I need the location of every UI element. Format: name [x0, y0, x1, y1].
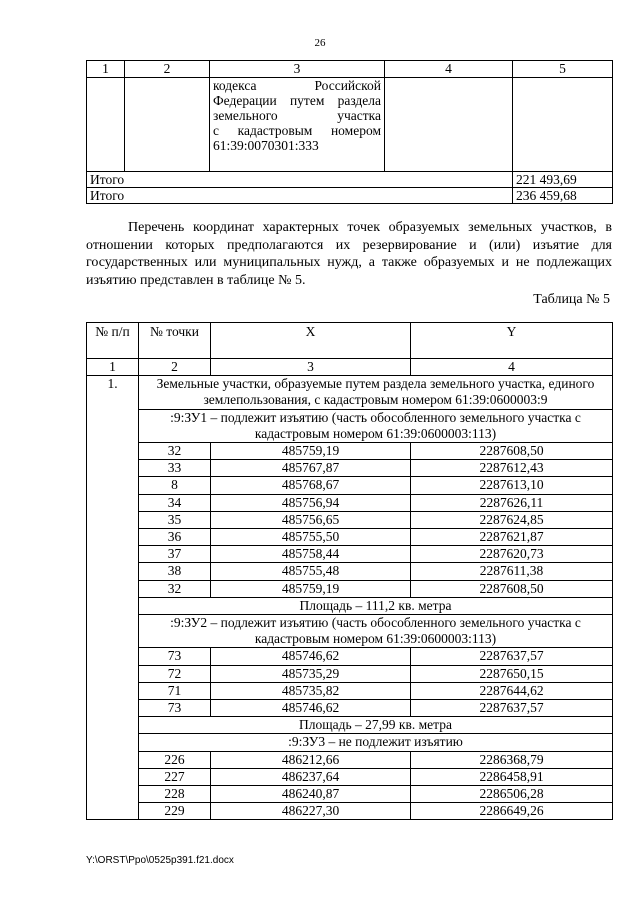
- description-paragraph: Перечень координат характерных точек образуемых земельных участков, в отношении которых предполагаются их резервирование и (или) изъятие для государственных или муниципальных нужд, а также образуемых и не подлежащих изъятию представлен в таблице № 5.: [86, 220, 612, 288]
- top-table-header-cell: 3: [210, 61, 385, 78]
- coord-colnum-cell: 2: [139, 359, 211, 376]
- x-coordinate: 485746,62: [211, 648, 411, 665]
- point-row: [87, 443, 613, 460]
- point-row: [87, 511, 613, 528]
- coord-colnum-cell: 1: [87, 359, 139, 376]
- y-coordinate: 2286458,91: [411, 768, 613, 785]
- top-table: [86, 60, 613, 204]
- y-coordinate: 2287612,43: [411, 460, 613, 477]
- y-coordinate: 2287650,15: [411, 665, 613, 682]
- y-coordinate: 2287624,85: [411, 511, 613, 528]
- footer-file-path: Y:\ORST\Ppo\0525p391.f21.docx: [86, 855, 234, 866]
- x-coordinate: 485746,62: [211, 700, 411, 717]
- coord-colnum-row: [87, 359, 613, 376]
- coord-header-cell: № п/п: [87, 323, 139, 359]
- point-row: [87, 546, 613, 563]
- section-title: :9:ЗУ3 – не подлежит изъятию: [139, 734, 613, 751]
- y-coordinate: 2287608,50: [411, 580, 613, 597]
- total-value: 221 493,69: [513, 172, 613, 188]
- section-title: :9:ЗУ1 – подлежит изъятию (часть обособленного земельного участка с кадастровым номером 61:39:0600003:113): [139, 409, 613, 442]
- coord-colnum-cell: 4: [411, 359, 613, 376]
- y-coordinate: 2287626,11: [411, 494, 613, 511]
- point-row: [87, 460, 613, 477]
- coordinates-table: [86, 322, 613, 820]
- point-row: [87, 786, 613, 803]
- section-title-row: [87, 734, 613, 751]
- total-label: Итого: [87, 172, 513, 188]
- x-coordinate: 486237,64: [211, 768, 411, 785]
- y-coordinate: 2286506,28: [411, 786, 613, 803]
- point-id: 32: [139, 580, 211, 597]
- point-id: 38: [139, 563, 211, 580]
- coord-colnum-cell: 3: [211, 359, 411, 376]
- top-table-continuation-row: [87, 78, 613, 172]
- area-value: Площадь – 27,99 кв. метра: [139, 717, 613, 734]
- x-coordinate: 486212,66: [211, 751, 411, 768]
- top-table-header-cell: 5: [513, 61, 613, 78]
- point-row: [87, 665, 613, 682]
- top-table-continuation-text: кодекса Российской Федерации путем раздела земельного участка с кадастровым номером 61:39:0070301:333: [210, 78, 385, 172]
- point-row: [87, 580, 613, 597]
- point-id: 228: [139, 786, 211, 803]
- point-id: 73: [139, 648, 211, 665]
- point-row: [87, 751, 613, 768]
- y-coordinate: 2286368,79: [411, 751, 613, 768]
- total-label: Итого: [87, 188, 513, 204]
- x-coordinate: 485755,50: [211, 529, 411, 546]
- y-coordinate: 2287608,50: [411, 443, 613, 460]
- point-row: [87, 477, 613, 494]
- point-id: 8: [139, 477, 211, 494]
- area-row: [87, 597, 613, 614]
- group-title: Земельные участки, образуемые путем раздела земельного участка, единого землепользования, с кадастровым номером 61:39:0600003:9: [139, 376, 613, 409]
- x-coordinate: 485735,82: [211, 682, 411, 699]
- x-coordinate: 486240,87: [211, 786, 411, 803]
- y-coordinate: 2287637,57: [411, 648, 613, 665]
- coord-header-row: [87, 323, 613, 359]
- point-row: [87, 803, 613, 820]
- top-table-header-cell: 1: [87, 61, 125, 78]
- point-id: 71: [139, 682, 211, 699]
- top-table-header-cell: 4: [385, 61, 513, 78]
- area-row: [87, 717, 613, 734]
- point-row: [87, 648, 613, 665]
- point-id: 226: [139, 751, 211, 768]
- point-id: 33: [139, 460, 211, 477]
- point-id: 73: [139, 700, 211, 717]
- point-id: 227: [139, 768, 211, 785]
- x-coordinate: 485767,87: [211, 460, 411, 477]
- table-label: Таблица № 5: [533, 292, 610, 307]
- y-coordinate: 2287613,10: [411, 477, 613, 494]
- x-coordinate: 485755,48: [211, 563, 411, 580]
- x-coordinate: 485758,44: [211, 546, 411, 563]
- x-coordinate: 485768,67: [211, 477, 411, 494]
- point-row: [87, 494, 613, 511]
- section-title-row: [87, 615, 613, 648]
- point-row: [87, 563, 613, 580]
- y-coordinate: 2287611,38: [411, 563, 613, 580]
- x-coordinate: 486227,30: [211, 803, 411, 820]
- point-row: [87, 529, 613, 546]
- coord-header-cell: X: [211, 323, 411, 359]
- coord-header-cell: Y: [411, 323, 613, 359]
- total-row: [87, 172, 613, 188]
- x-coordinate: 485756,94: [211, 494, 411, 511]
- x-coordinate: 485759,19: [211, 580, 411, 597]
- y-coordinate: 2286649,26: [411, 803, 613, 820]
- x-coordinate: 485735,29: [211, 665, 411, 682]
- point-id: 34: [139, 494, 211, 511]
- top-table-header-row: [87, 61, 613, 78]
- point-id: 35: [139, 511, 211, 528]
- y-coordinate: 2287620,73: [411, 546, 613, 563]
- top-table-header-cell: 2: [125, 61, 210, 78]
- x-coordinate: 485759,19: [211, 443, 411, 460]
- total-row: [87, 188, 613, 204]
- point-row: [87, 768, 613, 785]
- area-value: Площадь – 111,2 кв. метра: [139, 597, 613, 614]
- coord-header-cell: № точки: [139, 323, 211, 359]
- group-title-row: [87, 376, 613, 409]
- section-title-row: [87, 409, 613, 442]
- y-coordinate: 2287644,62: [411, 682, 613, 699]
- point-row: [87, 700, 613, 717]
- y-coordinate: 2287637,57: [411, 700, 613, 717]
- point-id: 32: [139, 443, 211, 460]
- point-id: 229: [139, 803, 211, 820]
- total-value: 236 459,68: [513, 188, 613, 204]
- section-title: :9:ЗУ2 – подлежит изъятию (часть обособленного земельного участка с кадастровым номером 61:39:0600003:113): [139, 615, 613, 648]
- page-number: 26: [314, 37, 326, 49]
- point-id: 72: [139, 665, 211, 682]
- x-coordinate: 485756,65: [211, 511, 411, 528]
- point-row: [87, 682, 613, 699]
- point-id: 36: [139, 529, 211, 546]
- y-coordinate: 2287621,87: [411, 529, 613, 546]
- row-number: 1.: [87, 376, 139, 820]
- point-id: 37: [139, 546, 211, 563]
